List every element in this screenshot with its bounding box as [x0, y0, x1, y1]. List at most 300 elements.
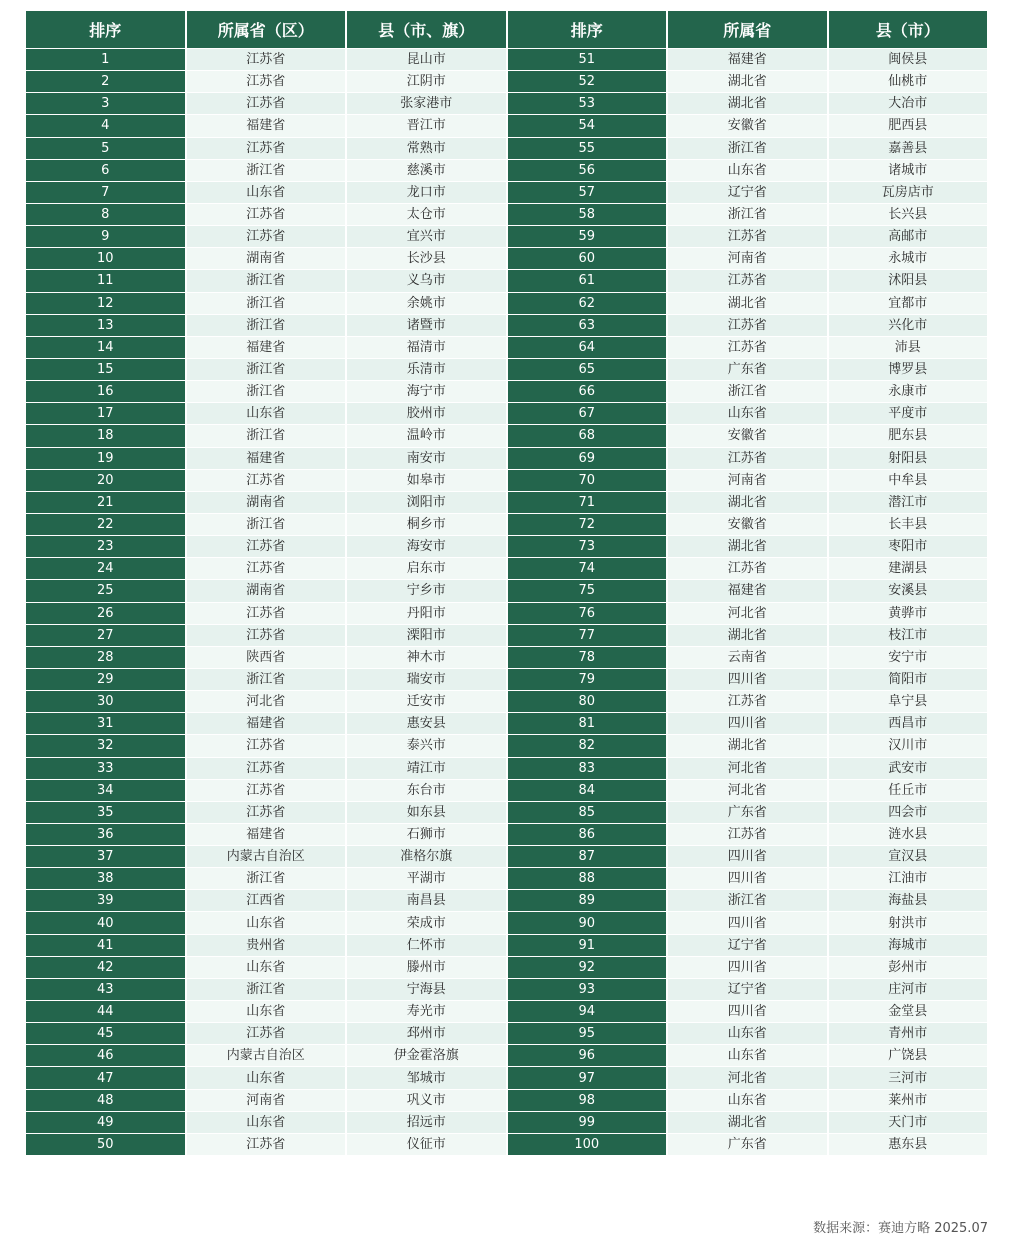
county-cell-right: 宣汉县 — [829, 846, 988, 867]
province-cell-left: 山东省 — [187, 1112, 346, 1133]
rank-cell-right: 70 — [508, 470, 667, 491]
county-cell-right: 诸城市 — [829, 160, 988, 181]
province-cell-right: 云南省 — [668, 647, 827, 668]
county-cell-left: 泰兴市 — [347, 735, 506, 756]
table-row — [26, 492, 987, 513]
rank-cell-left: 21 — [26, 492, 185, 513]
rank-cell-left: 28 — [26, 647, 185, 668]
rank-cell-right: 57 — [508, 182, 667, 203]
rank-cell-right: 98 — [508, 1090, 667, 1111]
county-cell-right: 天门市 — [829, 1112, 988, 1133]
province-cell-right: 江苏省 — [668, 448, 827, 469]
province-cell-left: 湖南省 — [187, 248, 346, 269]
rank-cell-right: 58 — [508, 204, 667, 225]
table-row — [26, 957, 987, 978]
county-cell-right: 青州市 — [829, 1023, 988, 1044]
rank-cell-right: 74 — [508, 558, 667, 579]
province-cell-left: 浙江省 — [187, 868, 346, 889]
province-cell-right: 四川省 — [668, 868, 827, 889]
rank-cell-left: 1 — [26, 49, 185, 70]
province-cell-right: 山东省 — [668, 403, 827, 424]
province-cell-right: 山东省 — [668, 160, 827, 181]
province-cell-left: 浙江省 — [187, 160, 346, 181]
rank-cell-left: 48 — [26, 1090, 185, 1111]
rank-cell-left: 26 — [26, 603, 185, 624]
header-rank-right: 排序 — [508, 11, 667, 48]
province-cell-right: 山东省 — [668, 1023, 827, 1044]
province-cell-right: 山东省 — [668, 1090, 827, 1111]
county-cell-left: 荣成市 — [347, 912, 506, 933]
rank-cell-right: 100 — [508, 1134, 667, 1155]
rank-cell-left: 37 — [26, 846, 185, 867]
rank-cell-right: 84 — [508, 780, 667, 801]
county-cell-left: 昆山市 — [347, 49, 506, 70]
province-cell-left: 江苏省 — [187, 735, 346, 756]
province-cell-left: 浙江省 — [187, 315, 346, 336]
county-cell-right: 广饶县 — [829, 1045, 988, 1066]
province-cell-left: 浙江省 — [187, 270, 346, 291]
rank-cell-right: 90 — [508, 912, 667, 933]
rank-cell-right: 99 — [508, 1112, 667, 1133]
table-row — [26, 625, 987, 646]
province-cell-left: 江苏省 — [187, 802, 346, 823]
table-row — [26, 691, 987, 712]
province-cell-right: 湖北省 — [668, 1112, 827, 1133]
table-row — [26, 115, 987, 136]
province-cell-right: 福建省 — [668, 49, 827, 70]
county-cell-left: 靖江市 — [347, 758, 506, 779]
rank-cell-right: 72 — [508, 514, 667, 535]
table-row — [26, 71, 987, 92]
county-cell-right: 潜江市 — [829, 492, 988, 513]
county-cell-right: 黄骅市 — [829, 603, 988, 624]
rank-cell-left: 18 — [26, 425, 185, 446]
county-cell-left: 瑞安市 — [347, 669, 506, 690]
rank-cell-left: 11 — [26, 270, 185, 291]
province-cell-right: 浙江省 — [668, 204, 827, 225]
rank-cell-left: 15 — [26, 359, 185, 380]
rank-cell-left: 50 — [26, 1134, 185, 1155]
rank-cell-right: 68 — [508, 425, 667, 446]
rank-cell-right: 56 — [508, 160, 667, 181]
table-row — [26, 293, 987, 314]
rank-cell-left: 43 — [26, 979, 185, 1000]
table-row — [26, 868, 987, 889]
county-cell-left: 丹阳市 — [347, 603, 506, 624]
table-row — [26, 403, 987, 424]
rank-cell-left: 27 — [26, 625, 185, 646]
county-cell-right: 西昌市 — [829, 713, 988, 734]
county-cell-right: 建湖县 — [829, 558, 988, 579]
rank-cell-left: 17 — [26, 403, 185, 424]
county-cell-right: 阜宁县 — [829, 691, 988, 712]
header-province-right: 所属省 — [668, 11, 827, 48]
table-row — [26, 248, 987, 269]
county-cell-right: 沛县 — [829, 337, 988, 358]
county-cell-right: 闽侯县 — [829, 49, 988, 70]
province-cell-left: 江苏省 — [187, 780, 346, 801]
rank-cell-right: 61 — [508, 270, 667, 291]
rank-cell-right: 52 — [508, 71, 667, 92]
county-cell-left: 南安市 — [347, 448, 506, 469]
table-row — [26, 204, 987, 225]
county-cell-right: 宜都市 — [829, 293, 988, 314]
rank-cell-left: 14 — [26, 337, 185, 358]
header-rank-left: 排序 — [26, 11, 185, 48]
province-cell-right: 河南省 — [668, 248, 827, 269]
table-row — [26, 1023, 987, 1044]
county-cell-right: 中牟县 — [829, 470, 988, 491]
province-cell-right: 湖北省 — [668, 71, 827, 92]
county-cell-right: 长丰县 — [829, 514, 988, 535]
rank-cell-right: 63 — [508, 315, 667, 336]
county-cell-right: 彭州市 — [829, 957, 988, 978]
province-cell-right: 江苏省 — [668, 270, 827, 291]
county-cell-left: 寿光市 — [347, 1001, 506, 1022]
table-row — [26, 337, 987, 358]
province-cell-right: 江苏省 — [668, 337, 827, 358]
table-row — [26, 647, 987, 668]
rank-cell-left: 47 — [26, 1067, 185, 1088]
province-cell-left: 江苏省 — [187, 204, 346, 225]
rank-cell-left: 22 — [26, 514, 185, 535]
county-cell-left: 胶州市 — [347, 403, 506, 424]
county-cell-left: 仁怀市 — [347, 935, 506, 956]
county-cell-left: 招远市 — [347, 1112, 506, 1133]
rank-cell-right: 79 — [508, 669, 667, 690]
province-cell-right: 四川省 — [668, 669, 827, 690]
rank-cell-right: 71 — [508, 492, 667, 513]
header-province-left: 所属省（区） — [187, 11, 346, 48]
county-cell-right: 涟水县 — [829, 824, 988, 845]
county-cell-left: 如东县 — [347, 802, 506, 823]
rank-cell-right: 96 — [508, 1045, 667, 1066]
county-cell-right: 安宁市 — [829, 647, 988, 668]
rank-cell-left: 25 — [26, 580, 185, 601]
county-cell-left: 滕州市 — [347, 957, 506, 978]
county-cell-right: 嘉善县 — [829, 138, 988, 159]
county-cell-right: 仙桃市 — [829, 71, 988, 92]
rank-cell-right: 67 — [508, 403, 667, 424]
table-row — [26, 1067, 987, 1088]
province-cell-right: 江苏省 — [668, 824, 827, 845]
province-cell-left: 江苏省 — [187, 470, 346, 491]
county-cell-left: 太仓市 — [347, 204, 506, 225]
province-cell-right: 湖北省 — [668, 536, 827, 557]
province-cell-left: 福建省 — [187, 713, 346, 734]
province-cell-left: 福建省 — [187, 115, 346, 136]
rank-cell-right: 59 — [508, 226, 667, 247]
rank-cell-left: 41 — [26, 935, 185, 956]
county-cell-right: 三河市 — [829, 1067, 988, 1088]
county-cell-left: 江阴市 — [347, 71, 506, 92]
county-cell-right: 汉川市 — [829, 735, 988, 756]
table-row — [26, 1045, 987, 1066]
province-cell-left: 内蒙古自治区 — [187, 1045, 346, 1066]
province-cell-right: 四川省 — [668, 1001, 827, 1022]
county-cell-right: 射阳县 — [829, 448, 988, 469]
province-cell-left: 江苏省 — [187, 49, 346, 70]
county-cell-left: 温岭市 — [347, 425, 506, 446]
province-cell-left: 江苏省 — [187, 536, 346, 557]
province-cell-left: 山东省 — [187, 1067, 346, 1088]
table-row — [26, 979, 987, 1000]
county-cell-right: 射洪市 — [829, 912, 988, 933]
rank-cell-left: 3 — [26, 93, 185, 114]
rank-cell-left: 34 — [26, 780, 185, 801]
table-row — [26, 669, 987, 690]
county-cell-left: 巩义市 — [347, 1090, 506, 1111]
province-cell-right: 安徽省 — [668, 514, 827, 535]
table-row — [26, 603, 987, 624]
rank-cell-right: 86 — [508, 824, 667, 845]
county-cell-left: 准格尔旗 — [347, 846, 506, 867]
rank-cell-left: 44 — [26, 1001, 185, 1022]
province-cell-left: 山东省 — [187, 912, 346, 933]
province-cell-left: 江苏省 — [187, 625, 346, 646]
province-cell-left: 浙江省 — [187, 514, 346, 535]
province-cell-right: 江苏省 — [668, 558, 827, 579]
province-cell-left: 福建省 — [187, 337, 346, 358]
county-cell-left: 宜兴市 — [347, 226, 506, 247]
province-cell-left: 江西省 — [187, 890, 346, 911]
province-cell-left: 江苏省 — [187, 1023, 346, 1044]
rank-cell-right: 69 — [508, 448, 667, 469]
county-cell-right: 莱州市 — [829, 1090, 988, 1111]
rank-cell-right: 64 — [508, 337, 667, 358]
rank-cell-left: 23 — [26, 536, 185, 557]
rank-cell-right: 81 — [508, 713, 667, 734]
rank-cell-left: 32 — [26, 735, 185, 756]
province-cell-left: 浙江省 — [187, 359, 346, 380]
province-cell-right: 四川省 — [668, 846, 827, 867]
county-cell-left: 浏阳市 — [347, 492, 506, 513]
county-cell-left: 余姚市 — [347, 293, 506, 314]
county-cell-left: 如皋市 — [347, 470, 506, 491]
rank-cell-right: 54 — [508, 115, 667, 136]
rank-cell-left: 31 — [26, 713, 185, 734]
rank-cell-right: 92 — [508, 957, 667, 978]
rank-cell-left: 24 — [26, 558, 185, 579]
table-row — [26, 558, 987, 579]
county-cell-right: 武安市 — [829, 758, 988, 779]
rank-cell-right: 73 — [508, 536, 667, 557]
province-cell-left: 江苏省 — [187, 226, 346, 247]
table-row — [26, 780, 987, 801]
rank-cell-right: 62 — [508, 293, 667, 314]
county-cell-left: 长沙县 — [347, 248, 506, 269]
province-cell-right: 安徽省 — [668, 425, 827, 446]
county-cell-left: 乐清市 — [347, 359, 506, 380]
rank-cell-left: 30 — [26, 691, 185, 712]
table-row — [26, 802, 987, 823]
county-cell-left: 慈溪市 — [347, 160, 506, 181]
county-cell-right: 海城市 — [829, 935, 988, 956]
county-cell-right: 简阳市 — [829, 669, 988, 690]
county-cell-right: 沭阳县 — [829, 270, 988, 291]
rank-cell-right: 76 — [508, 603, 667, 624]
rank-cell-left: 19 — [26, 448, 185, 469]
rank-cell-right: 60 — [508, 248, 667, 269]
county-cell-right: 高邮市 — [829, 226, 988, 247]
province-cell-right: 江苏省 — [668, 226, 827, 247]
rank-cell-right: 55 — [508, 138, 667, 159]
table-row — [26, 912, 987, 933]
county-cell-left: 迁安市 — [347, 691, 506, 712]
data-source-note: 数据来源：赛迪方略 2025.07 — [813, 1221, 988, 1236]
county-cell-left: 南昌县 — [347, 890, 506, 911]
province-cell-left: 山东省 — [187, 957, 346, 978]
rank-cell-left: 46 — [26, 1045, 185, 1066]
province-cell-left: 山东省 — [187, 1001, 346, 1022]
province-cell-left: 浙江省 — [187, 979, 346, 1000]
table-row — [26, 226, 987, 247]
county-cell-right: 长兴县 — [829, 204, 988, 225]
province-cell-right: 广东省 — [668, 1134, 827, 1155]
province-cell-right: 江苏省 — [668, 691, 827, 712]
rank-cell-right: 89 — [508, 890, 667, 911]
ranking-table-container — [24, 10, 989, 1156]
province-cell-right: 浙江省 — [668, 381, 827, 402]
county-cell-right: 博罗县 — [829, 359, 988, 380]
table-row — [26, 824, 987, 845]
rank-cell-right: 80 — [508, 691, 667, 712]
province-cell-left: 浙江省 — [187, 425, 346, 446]
county-cell-right: 金堂县 — [829, 1001, 988, 1022]
table-body — [26, 49, 987, 1155]
county-cell-right: 兴化市 — [829, 315, 988, 336]
rank-cell-left: 2 — [26, 71, 185, 92]
county-cell-left: 惠安县 — [347, 713, 506, 734]
table-header-row — [26, 11, 987, 48]
table-row — [26, 49, 987, 70]
rank-cell-left: 9 — [26, 226, 185, 247]
table-row — [26, 890, 987, 911]
rank-cell-left: 40 — [26, 912, 185, 933]
table-row — [26, 935, 987, 956]
province-cell-right: 辽宁省 — [668, 979, 827, 1000]
table-row — [26, 470, 987, 491]
table-row — [26, 1090, 987, 1111]
province-cell-right: 江苏省 — [668, 315, 827, 336]
province-cell-left: 浙江省 — [187, 669, 346, 690]
province-cell-left: 浙江省 — [187, 293, 346, 314]
province-cell-right: 河北省 — [668, 758, 827, 779]
province-cell-right: 湖北省 — [668, 625, 827, 646]
county-cell-right: 大冶市 — [829, 93, 988, 114]
rank-cell-left: 10 — [26, 248, 185, 269]
county-cell-left: 神木市 — [347, 647, 506, 668]
rank-cell-left: 33 — [26, 758, 185, 779]
county-cell-right: 肥西县 — [829, 115, 988, 136]
county-cell-left: 晋江市 — [347, 115, 506, 136]
table-row — [26, 713, 987, 734]
province-cell-left: 福建省 — [187, 448, 346, 469]
table-row — [26, 536, 987, 557]
rank-cell-right: 88 — [508, 868, 667, 889]
county-cell-left: 东台市 — [347, 780, 506, 801]
province-cell-left: 江苏省 — [187, 93, 346, 114]
province-cell-left: 河北省 — [187, 691, 346, 712]
province-cell-right: 浙江省 — [668, 138, 827, 159]
county-cell-right: 永康市 — [829, 381, 988, 402]
province-cell-left: 江苏省 — [187, 758, 346, 779]
table-row — [26, 1001, 987, 1022]
table-row — [26, 270, 987, 291]
county-cell-left: 宁海县 — [347, 979, 506, 1000]
table-row — [26, 846, 987, 867]
county-cell-left: 福清市 — [347, 337, 506, 358]
rank-cell-left: 13 — [26, 315, 185, 336]
rank-cell-right: 97 — [508, 1067, 667, 1088]
county-cell-right: 枝江市 — [829, 625, 988, 646]
province-cell-left: 江苏省 — [187, 138, 346, 159]
county-cell-left: 溧阳市 — [347, 625, 506, 646]
county-cell-left: 启东市 — [347, 558, 506, 579]
county-cell-left: 诸暨市 — [347, 315, 506, 336]
county-cell-right: 肥东县 — [829, 425, 988, 446]
county-cell-left: 邹城市 — [347, 1067, 506, 1088]
county-ranking-table — [24, 10, 989, 1156]
province-cell-right: 山东省 — [668, 1045, 827, 1066]
table-row — [26, 359, 987, 380]
county-cell-left: 张家港市 — [347, 93, 506, 114]
table-row — [26, 182, 987, 203]
county-cell-right: 海盐县 — [829, 890, 988, 911]
province-cell-left: 湖南省 — [187, 580, 346, 601]
table-row — [26, 160, 987, 181]
rank-cell-left: 36 — [26, 824, 185, 845]
rank-cell-left: 4 — [26, 115, 185, 136]
province-cell-left: 江苏省 — [187, 603, 346, 624]
header-county-right: 县（市） — [829, 11, 988, 48]
province-cell-right: 河南省 — [668, 470, 827, 491]
county-cell-left: 龙口市 — [347, 182, 506, 203]
province-cell-right: 湖北省 — [668, 293, 827, 314]
rank-cell-right: 65 — [508, 359, 667, 380]
table-row — [26, 758, 987, 779]
county-cell-right: 安溪县 — [829, 580, 988, 601]
province-cell-left: 山东省 — [187, 182, 346, 203]
county-cell-right: 江油市 — [829, 868, 988, 889]
rank-cell-right: 93 — [508, 979, 667, 1000]
table-row — [26, 735, 987, 756]
province-cell-right: 湖北省 — [668, 492, 827, 513]
province-cell-right: 广东省 — [668, 802, 827, 823]
rank-cell-right: 83 — [508, 758, 667, 779]
rank-cell-left: 5 — [26, 138, 185, 159]
province-cell-left: 江苏省 — [187, 1134, 346, 1155]
rank-cell-left: 49 — [26, 1112, 185, 1133]
province-cell-left: 河南省 — [187, 1090, 346, 1111]
rank-cell-left: 29 — [26, 669, 185, 690]
rank-cell-left: 12 — [26, 293, 185, 314]
rank-cell-left: 20 — [26, 470, 185, 491]
province-cell-right: 四川省 — [668, 912, 827, 933]
county-cell-left: 宁乡市 — [347, 580, 506, 601]
province-cell-left: 湖南省 — [187, 492, 346, 513]
rank-cell-right: 85 — [508, 802, 667, 823]
county-cell-left: 桐乡市 — [347, 514, 506, 535]
county-cell-left: 邳州市 — [347, 1023, 506, 1044]
county-cell-right: 瓦房店市 — [829, 182, 988, 203]
table-row — [26, 580, 987, 601]
rank-cell-left: 42 — [26, 957, 185, 978]
province-cell-right: 四川省 — [668, 713, 827, 734]
province-cell-right: 河北省 — [668, 780, 827, 801]
province-cell-left: 贵州省 — [187, 935, 346, 956]
county-cell-right: 四会市 — [829, 802, 988, 823]
